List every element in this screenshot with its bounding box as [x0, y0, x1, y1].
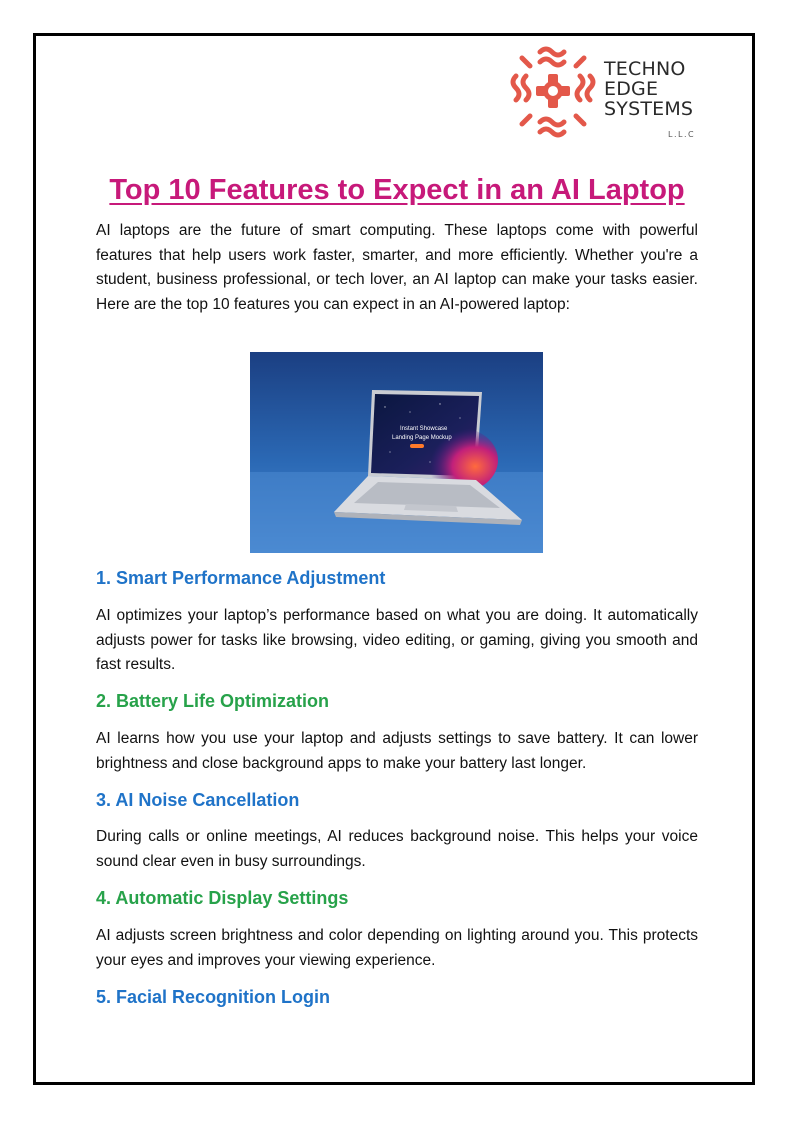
logo-line-2: EDGE [604, 78, 659, 100]
section-body-1: AI optimizes your laptop’s performance based on what you are doing. It automatically adjusts power for tasks like browsing, video editing, or gaming, giving you smooth and fast results. [96, 607, 698, 673]
section-heading-3: 3. AI Noise Cancellation [96, 790, 300, 810]
document-title: Top 10 Features to Expect in an AI Laptop [109, 174, 685, 206]
screen-line-2: Landing Page Mockup [392, 435, 452, 441]
logo-emblem-icon [508, 44, 598, 139]
section-heading-2: 2. Battery Life Optimization [96, 691, 330, 711]
laptop-image [250, 352, 543, 553]
section-heading-1: 1. Smart Performance Adjustment [96, 568, 386, 588]
logo-suffix: L.L.C [668, 130, 696, 139]
intro-paragraph: AI laptops are the future of smart computing. These laptops come with powerful features that help users work faster, smarter, and more efficiently. Whether you're a student, business professional, or tech lover, an AI laptop can make your tasks easier. Here are the top 10 features you can expect in an AI-powered laptop: [96, 222, 698, 313]
screen-line-1: Instant Showcase [400, 426, 448, 432]
section-body-4: AI adjusts screen brightness and color depending on lighting around you. This protects your eyes and improves your viewing experience. [96, 927, 698, 969]
logo-wordmark [604, 59, 693, 119]
section-heading-5: 5. Facial Recognition Login [96, 987, 331, 1007]
logo-line-1: TECHNO [604, 58, 686, 80]
company-logo [508, 44, 708, 144]
section-body-2: AI learns how you use your laptop and adjusts settings to save battery. It can lower brightness and close background apps to make your battery last longer. [96, 730, 698, 772]
logo-line-3: SYSTEMS [604, 98, 694, 120]
section-body-3: During calls or online meetings, AI reduces background noise. This helps your voice sound clear even in busy surroundings. [96, 828, 698, 870]
section-heading-4: 4. Automatic Display Settings [96, 888, 349, 908]
